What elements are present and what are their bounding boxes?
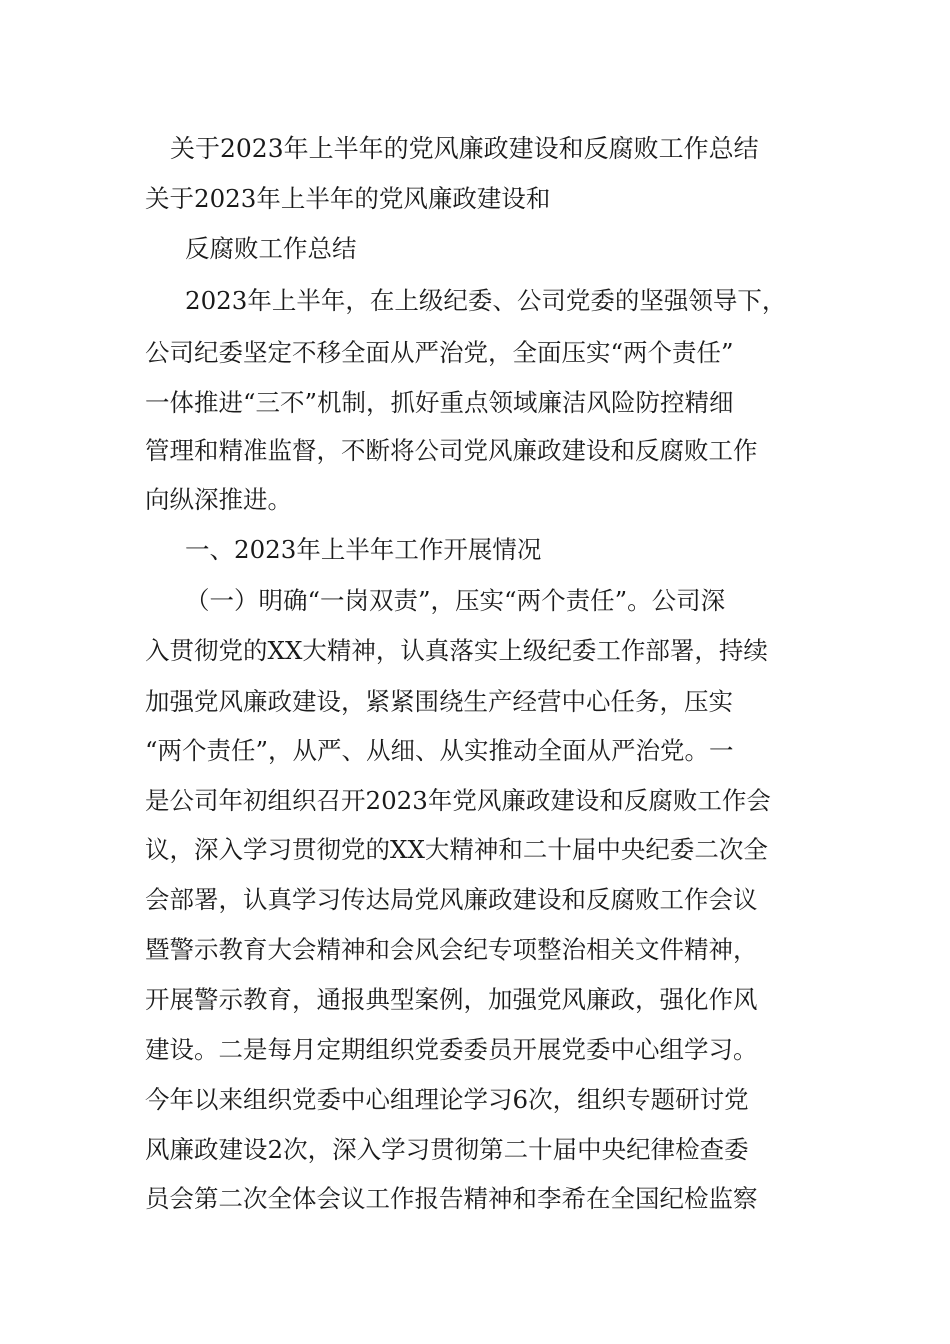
- paragraph-2-line: 会部署，认真学习传达局党风廉政建设和反腐败工作会议: [145, 885, 758, 914]
- paragraph-2-line: 风廉政建设2次，深入学习贯彻第二十届中央纪律检查委: [145, 1135, 749, 1164]
- paragraph-2-line: 议，深入学习贯彻党的XX大精神和二十届中央纪委二次全: [145, 835, 768, 864]
- paragraph-2-line: 暨警示教育大会精神和会风会纪专项整治相关文件精神，: [145, 935, 758, 964]
- heading-line-1: 关于2023年上半年的党风廉政建设和: [145, 184, 551, 213]
- paragraph-2-line: “两个责任”，从严、从细、从实推动全面从严治党。一: [145, 736, 734, 765]
- paragraph-1-line: 2023年上半年，在上级纪委、公司党委的坚强领导下，: [185, 286, 787, 315]
- paragraph-2-line: （一）明确“一岗双责”，压实“两个责任”。公司深: [185, 586, 726, 615]
- paragraph-2-line: 是公司年初组织召开2023年党风廉政建设和反腐败工作会: [145, 786, 771, 815]
- paragraph-2-line: 开展警示教育，通报典型案例，加强党风廉政，强化作风: [145, 985, 758, 1014]
- paragraph-2-line: 建设。二是每月定期组织党委委员开展党委中心组学习。: [145, 1035, 758, 1064]
- paragraph-1-line: 管理和精准监督，不断将公司党风廉政建设和反腐败工作: [145, 436, 758, 465]
- document-title: 关于2023年上半年的党风廉政建设和反腐败工作总结: [170, 134, 759, 163]
- paragraph-2-line: 入贯彻党的XX大精神，认真落实上级纪委工作部署，持续: [145, 636, 768, 665]
- section-heading: 一、2023年上半年工作开展情况: [185, 535, 542, 564]
- paragraph-1-line: 向纵深推进。: [145, 485, 292, 514]
- paragraph-1-line: 公司纪委坚定不移全面从严治党，全面压实“两个责任”: [145, 338, 734, 367]
- heading-line-2: 反腐败工作总结: [185, 234, 357, 263]
- paragraph-2-line: 员会第二次全体会议工作报告精神和李希在全国纪检监察: [145, 1184, 758, 1213]
- paragraph-2-line: 加强党风廉政建设，紧紧围绕生产经营中心任务，压实: [145, 687, 733, 716]
- paragraph-1-line: 一体推进“三不”机制，抓好重点领域廉洁风险防控精细: [145, 388, 734, 417]
- paragraph-2-line: 今年以来组织党委中心组理论学习6次，组织专题研讨党: [145, 1085, 749, 1114]
